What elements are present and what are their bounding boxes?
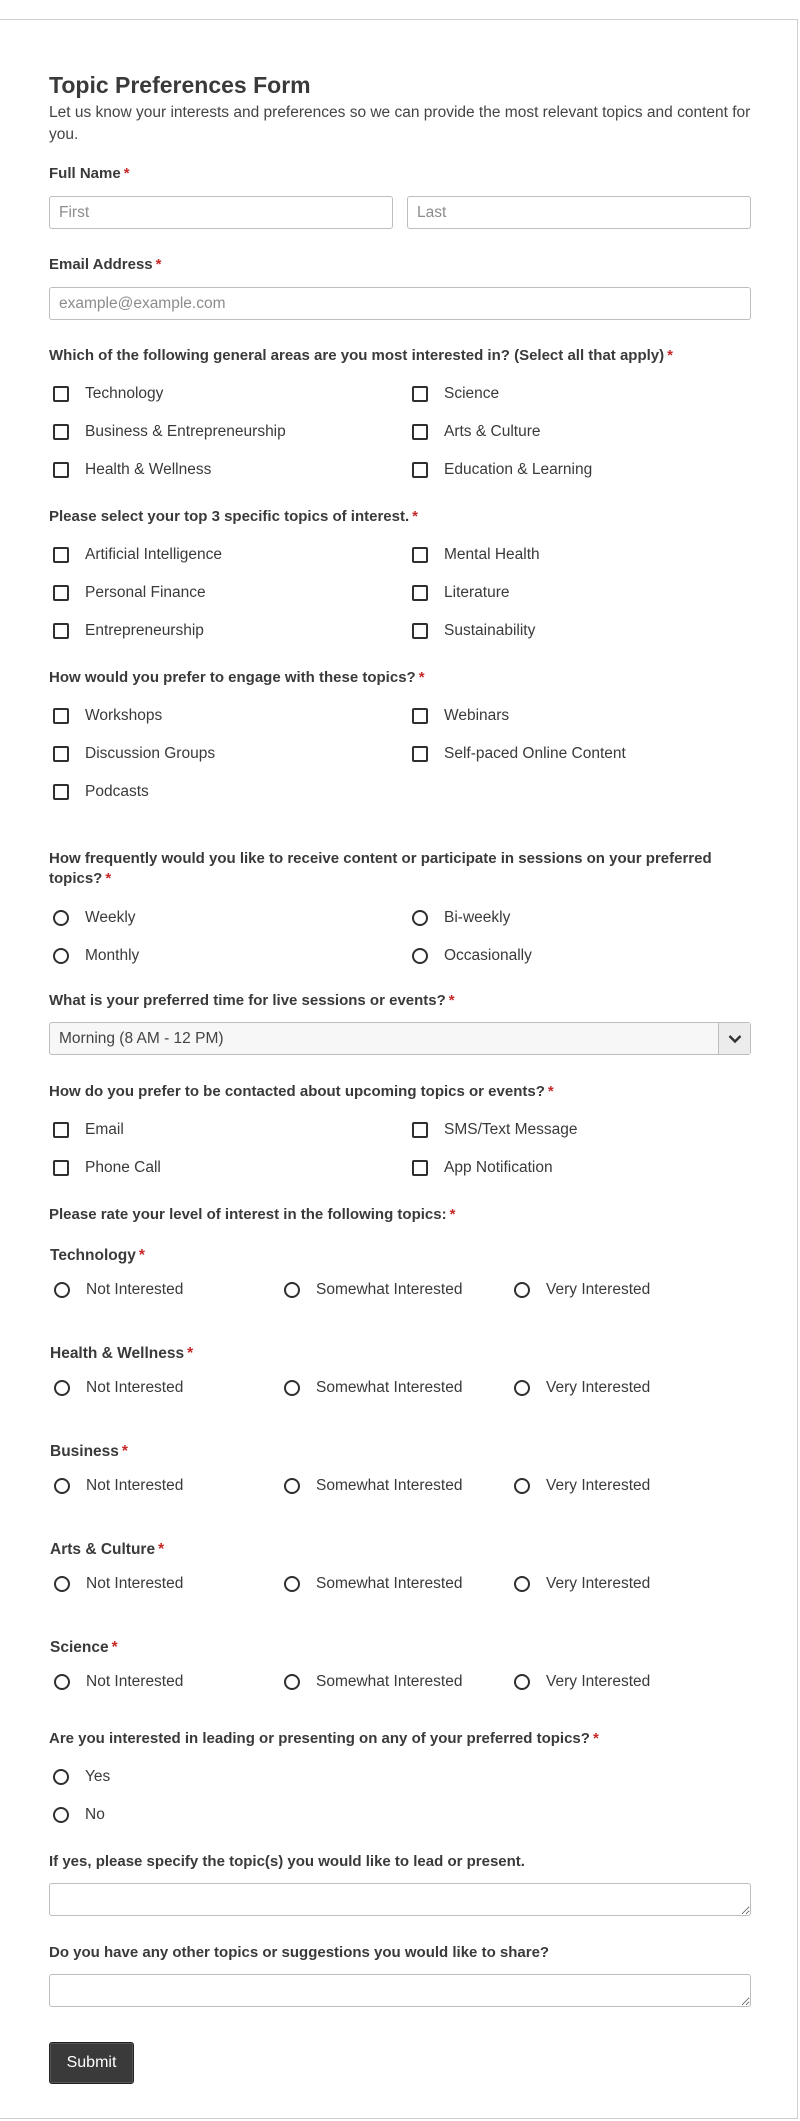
- radio-icon[interactable]: [54, 1674, 70, 1690]
- checkbox-option[interactable]: Science: [408, 383, 499, 405]
- checkbox-icon[interactable]: [53, 462, 69, 478]
- radio-option[interactable]: Very Interested: [510, 1573, 650, 1595]
- checkbox-icon[interactable]: [53, 424, 69, 440]
- checkbox-option[interactable]: Self-paced Online Content: [408, 743, 626, 765]
- radio-icon[interactable]: [54, 1380, 70, 1396]
- checkbox-icon[interactable]: [412, 585, 428, 601]
- required-marker: *: [412, 508, 418, 525]
- radio-icon[interactable]: [54, 1478, 70, 1494]
- checkbox-option[interactable]: Artificial Intelligence: [49, 544, 222, 566]
- required-marker: *: [418, 669, 425, 686]
- checkbox-icon[interactable]: [412, 746, 428, 762]
- required-marker: *: [123, 165, 130, 182]
- checkbox-icon[interactable]: [53, 746, 69, 762]
- required-marker: *: [111, 1639, 118, 1656]
- radio-option[interactable]: Very Interested: [510, 1377, 650, 1399]
- checkbox-option[interactable]: Phone Call: [49, 1157, 161, 1179]
- checkbox-option[interactable]: Education & Learning: [408, 459, 592, 481]
- radio-icon[interactable]: [53, 948, 69, 964]
- checkbox-option[interactable]: Sustainability: [408, 620, 535, 642]
- radio-option[interactable]: Very Interested: [510, 1671, 650, 1693]
- radio-option[interactable]: No: [49, 1804, 105, 1826]
- chevron-down-icon[interactable]: [718, 1023, 750, 1054]
- preferred-time-label: What is your preferred time for live sessions or events? *: [49, 992, 455, 1009]
- checkbox-icon[interactable]: [53, 708, 69, 724]
- checkbox-icon[interactable]: [53, 585, 69, 601]
- radio-icon[interactable]: [514, 1478, 530, 1494]
- checkbox-icon[interactable]: [412, 1160, 428, 1176]
- required-marker: *: [667, 347, 673, 364]
- checkbox-option[interactable]: Literature: [408, 582, 509, 604]
- first-name-input[interactable]: [49, 196, 393, 229]
- submit-button[interactable]: Submit: [49, 2042, 134, 2084]
- checkbox-icon[interactable]: [412, 1122, 428, 1138]
- form-card: [0, 19, 798, 2119]
- radio-option[interactable]: Not Interested: [50, 1573, 183, 1595]
- required-marker: *: [155, 256, 162, 273]
- radio-icon[interactable]: [54, 1576, 70, 1592]
- checkbox-option[interactable]: Workshops: [49, 705, 162, 727]
- checkbox-option[interactable]: Mental Health: [408, 544, 540, 566]
- checkbox-icon[interactable]: [412, 623, 428, 639]
- required-marker: *: [448, 992, 455, 1009]
- checkbox-icon[interactable]: [53, 386, 69, 402]
- suggestions-textarea[interactable]: [49, 1974, 751, 2007]
- rating-topic-label: Technology *: [50, 1247, 145, 1264]
- rating-label: Please rate your level of interest in the following topics: *: [49, 1206, 456, 1223]
- checkbox-option[interactable]: Discussion Groups: [49, 743, 215, 765]
- full-name-label: Full Name *: [49, 165, 130, 182]
- checkbox-icon[interactable]: [53, 1122, 69, 1138]
- radio-icon[interactable]: [284, 1576, 300, 1592]
- radio-option[interactable]: Monthly: [49, 945, 139, 967]
- required-marker: *: [449, 1206, 456, 1223]
- rating-topic-label: Arts & Culture *: [50, 1541, 165, 1558]
- checkbox-option[interactable]: Podcasts: [49, 781, 149, 803]
- radio-option[interactable]: Weekly: [49, 907, 136, 929]
- radio-icon[interactable]: [284, 1380, 300, 1396]
- radio-option[interactable]: Somewhat Interested: [280, 1671, 462, 1693]
- checkbox-icon[interactable]: [412, 547, 428, 563]
- radio-icon[interactable]: [284, 1282, 300, 1298]
- radio-option[interactable]: Very Interested: [510, 1475, 650, 1497]
- preferred-time-select[interactable]: [49, 1022, 751, 1055]
- radio-option[interactable]: Very Interested: [510, 1279, 650, 1301]
- checkbox-icon[interactable]: [53, 784, 69, 800]
- rating-topic-label: Health & Wellness *: [50, 1345, 194, 1362]
- checkbox-icon[interactable]: [412, 708, 428, 724]
- radio-icon[interactable]: [53, 1769, 69, 1785]
- radio-option[interactable]: Bi-weekly: [408, 907, 510, 929]
- radio-option[interactable]: Somewhat Interested: [280, 1377, 462, 1399]
- checkbox-icon[interactable]: [412, 462, 428, 478]
- checkbox-option[interactable]: SMS/Text Message: [408, 1119, 578, 1141]
- required-marker: *: [158, 1541, 165, 1558]
- radio-option[interactable]: Somewhat Interested: [280, 1279, 462, 1301]
- radio-icon[interactable]: [514, 1282, 530, 1298]
- radio-icon[interactable]: [284, 1674, 300, 1690]
- suggestions-label: Do you have any other topics or suggestions you would like to share?: [49, 1944, 550, 1961]
- checkbox-icon[interactable]: [412, 386, 428, 402]
- checkbox-option[interactable]: Health & Wellness: [49, 459, 211, 481]
- frequency-label: How frequently would you like to receive content or participate in sessions on your preferred topics? *: [49, 850, 712, 887]
- lead-topics-textarea[interactable]: [49, 1883, 751, 1916]
- form-title: Topic Preferences Form: [49, 72, 311, 98]
- specific-topics-label: Please select your top 3 specific topics of interest. *: [49, 508, 418, 525]
- required-marker: *: [592, 1730, 599, 1747]
- radio-icon[interactable]: [514, 1576, 530, 1592]
- radio-option[interactable]: Not Interested: [50, 1377, 183, 1399]
- radio-icon[interactable]: [53, 1807, 69, 1823]
- checkbox-icon[interactable]: [53, 547, 69, 563]
- radio-icon[interactable]: [284, 1478, 300, 1494]
- preferred-time-value: Morning (8 AM - 12 PM): [59, 1029, 224, 1047]
- checkbox-option[interactable]: Webinars: [408, 705, 509, 727]
- checkbox-option[interactable]: Entrepreneurship: [49, 620, 204, 642]
- last-name-input[interactable]: [407, 196, 751, 229]
- required-marker: *: [187, 1345, 194, 1362]
- radio-option[interactable]: Somewhat Interested: [280, 1475, 462, 1497]
- lead-topics-label: If yes, please specify the topic(s) you would like to lead or present.: [49, 1853, 525, 1870]
- contact-label: How do you prefer to be contacted about upcoming topics or events? *: [49, 1083, 554, 1100]
- general-areas-label: Which of the following general areas are you most interested in? (Select all that apply) *: [49, 347, 673, 364]
- radio-icon[interactable]: [412, 910, 428, 926]
- checkbox-icon[interactable]: [53, 623, 69, 639]
- checkbox-option[interactable]: App Notification: [408, 1157, 553, 1179]
- checkbox-option[interactable]: Email: [49, 1119, 124, 1141]
- required-marker: *: [105, 870, 112, 887]
- radio-icon[interactable]: [514, 1674, 530, 1690]
- engagement-label: How would you prefer to engage with these topics? *: [49, 669, 425, 686]
- radio-option[interactable]: Not Interested: [50, 1279, 183, 1301]
- checkbox-option[interactable]: Personal Finance: [49, 582, 206, 604]
- radio-option[interactable]: Not Interested: [50, 1671, 183, 1693]
- checkbox-icon[interactable]: [412, 424, 428, 440]
- radio-icon[interactable]: [54, 1282, 70, 1298]
- radio-option[interactable]: Yes: [49, 1766, 110, 1788]
- checkbox-option[interactable]: Arts & Culture: [408, 421, 540, 443]
- radio-option[interactable]: Somewhat Interested: [280, 1573, 462, 1595]
- radio-icon[interactable]: [412, 948, 428, 964]
- rating-topic-label: Science *: [50, 1639, 118, 1656]
- radio-icon[interactable]: [53, 910, 69, 926]
- radio-icon[interactable]: [514, 1380, 530, 1396]
- leading-label: Are you interested in leading or presenting on any of your preferred topics? *: [49, 1730, 599, 1747]
- radio-option[interactable]: Occasionally: [408, 945, 532, 967]
- checkbox-option[interactable]: Technology: [49, 383, 163, 405]
- email-label: Email Address *: [49, 256, 162, 273]
- email-input[interactable]: [49, 287, 751, 320]
- required-marker: *: [138, 1247, 145, 1264]
- rating-topic-label: Business *: [50, 1443, 128, 1460]
- required-marker: *: [121, 1443, 128, 1460]
- required-marker: *: [547, 1083, 554, 1100]
- checkbox-option[interactable]: Business & Entrepreneurship: [49, 421, 286, 443]
- radio-option[interactable]: Not Interested: [50, 1475, 183, 1497]
- form-description: Let us know your interests and preferences so we can provide the most relevant topics and content for you.: [49, 104, 751, 143]
- checkbox-icon[interactable]: [53, 1160, 69, 1176]
